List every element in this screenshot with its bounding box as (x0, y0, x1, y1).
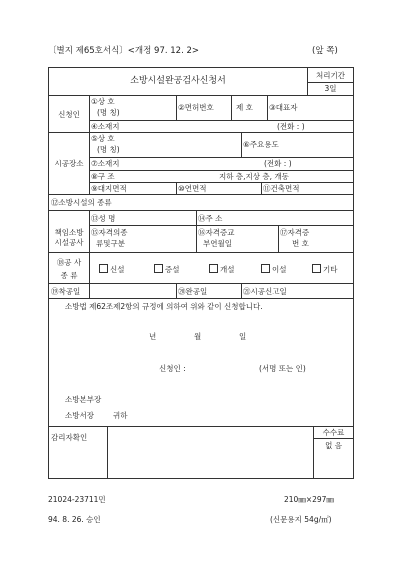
applicant-name-sub: (명 칭) (97, 108, 120, 117)
addressee-suffix: 귀하 (113, 411, 128, 420)
applicant-label: 신청인 (58, 110, 80, 119)
building-area-label: ⑪건축면적 (263, 184, 300, 193)
main-use-label: ⑥주요용도 (243, 140, 279, 149)
site-name-label: ⑤상 호 (91, 134, 115, 143)
engineer-label-1: 책임소방 (54, 228, 84, 237)
statement-text: 소방법 제62조제2항의 규정에 의하여 위와 같이 신청합니다. (65, 302, 263, 311)
checkbox-new[interactable]: 신설 (99, 264, 125, 274)
fee-label: 수수료 (322, 428, 345, 437)
date-year: 년 (149, 332, 157, 341)
application-form (48, 67, 354, 479)
cert-number-label-2: 번 호 (292, 239, 309, 248)
checkbox-relocate[interactable]: 이설 (261, 264, 287, 274)
processing-period-value: 3일 (324, 84, 337, 93)
qualification-label-2: 류및구분 (96, 239, 125, 248)
engineer-address-label: ⑭주 소 (198, 214, 223, 223)
site-label: 시공장소 (54, 159, 84, 168)
footer-paper-size: 210㎜×297㎜ (284, 495, 334, 504)
engineer-label-2: 시설공사 (54, 238, 84, 247)
signature-note: (서명 또는 인) (259, 364, 306, 373)
report-date-label: ㉑시공신고일 (243, 287, 287, 296)
addressee-fire-hq: 소방본부장 (65, 395, 102, 404)
applicant-phone: (전화 : ) (277, 122, 305, 131)
representative-label: ③대표자 (269, 103, 298, 112)
floor-area-label: ⑩연면적 (178, 184, 207, 193)
form-title: 소방시설완공검사신청서 (130, 76, 226, 86)
footer-approved: 94. 8. 26. 승인 (48, 515, 101, 524)
license-number-value: 제 호 (236, 103, 253, 112)
completion-date-label: ⑳완공일 (178, 287, 208, 296)
engineer-name-label: ⑬성 명 (91, 214, 116, 223)
work-type-label-1: ⑱공 사 (56, 258, 82, 267)
addressee-fire-station: 소방서장 (65, 411, 94, 420)
start-date-label: ⑲착공일 (51, 287, 81, 296)
footer-code: 21024-23711민 (48, 495, 106, 504)
land-area-label: ⑨대지면적 (91, 184, 127, 193)
checkbox-expand[interactable]: 증설 (154, 264, 180, 274)
work-type-label-2: 종 류 (60, 271, 78, 280)
cert-date-label-2: 부연월일 (203, 239, 232, 248)
site-name-sub: (명 칭) (97, 145, 120, 154)
checkbox-renovate[interactable]: 개설 (209, 264, 235, 274)
applicant-name-label: ①상 호 (91, 97, 115, 106)
site-phone: (전화 : ) (264, 159, 292, 168)
applicant-address-label: ④소재지 (91, 122, 120, 131)
fee-value: 없 음 (325, 441, 342, 450)
supervisor-confirm-label: 감리자확인 (51, 433, 88, 442)
cert-date-label-1: ⑯자격증교 (198, 228, 235, 237)
page-side: (앞 쪽) (312, 46, 338, 56)
applicant-signature-label: 신청인 : (159, 364, 186, 373)
cert-number-label-1: ⑰자격증 (280, 228, 310, 237)
structure-label: ⑧구 조 (91, 172, 115, 181)
date-day: 일 (239, 332, 247, 341)
license-number-label: ②면허번호 (178, 103, 214, 112)
facility-type-label: ⑫소방시설의 종류 (51, 198, 112, 207)
qualification-label-1: ⑮자격의종 (91, 228, 128, 237)
footer-paper-type: (신문용지 54g/㎡) (270, 515, 332, 524)
processing-period-label: 처리기간 (316, 71, 345, 80)
checkbox-other[interactable]: 기타 (312, 264, 338, 274)
floors-text: 지하 층,지상 층, 개동 (219, 172, 289, 181)
form-number: 〔별지 제65호서식〕<개정 97. 12. 2> (48, 46, 200, 56)
site-address-label: ⑦소재지 (91, 159, 120, 168)
date-month: 월 (194, 332, 202, 341)
